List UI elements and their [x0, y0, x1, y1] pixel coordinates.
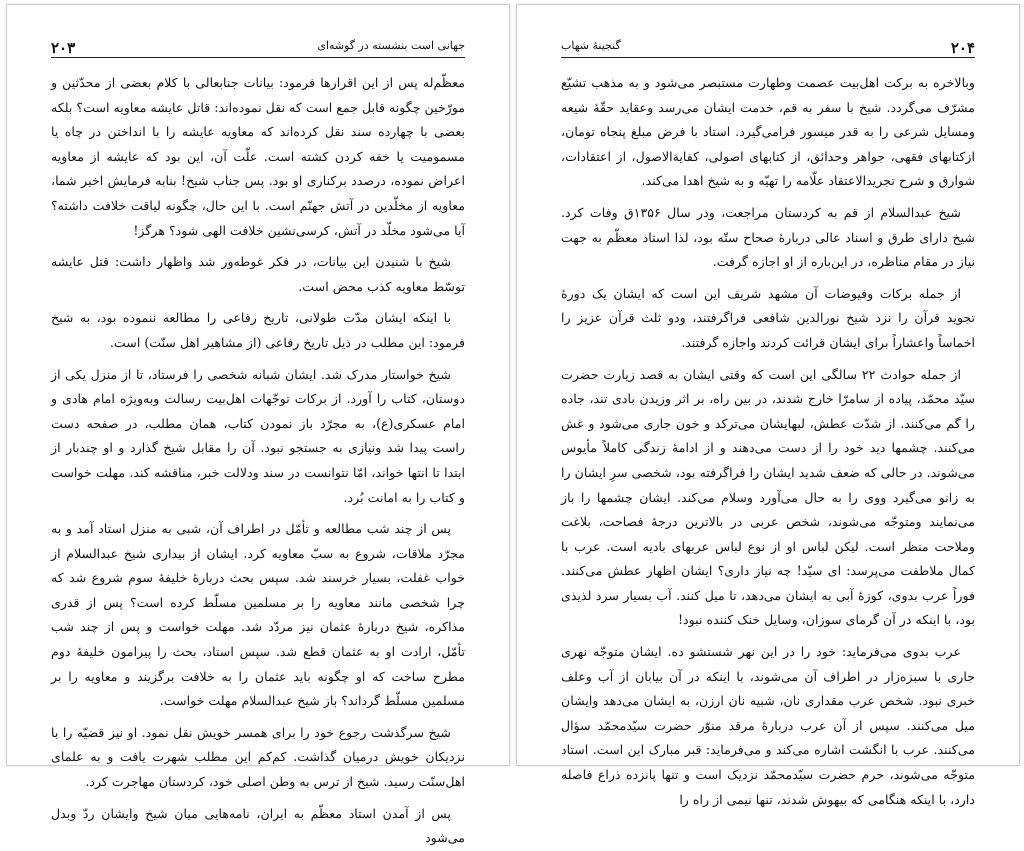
paragraph: شیخ با شنیدن این بیانات، در فکر غوطه‌ور شد واظهار داشت: قتل عایشه توسّط معاویه کذب محض است.: [51, 254, 465, 294]
paragraph: معظّم‌له پس از این اقرارها فرمود: بیانات جنابعالی با کلام بعضی از محدّثین و مورّخین چگونه قابل جمع است که نقل نموده‌اند: قاتل عایشه معاویه است؟ بلکه بعضی با چهارده سند نقل کرده‌اند که معاویه عایشه را با انداختن در چاه یا مسمومیت یا خفه کردن کشته است. علّت آن، این بود که عایشه از معاویه اعراض نموده، درصدد برکناری او بود. پس جناب شیخ! بنابه فرمایش اخیر شما، معاویه از مخلّدین در آتش جهنّم است. با این حال، چگونه لیاقت خلافت داشته؟ آیا می‌شود مخلّد در آتش، کرسی‌نشین خلافت الهی شود؟ هرگز!: [51, 75, 465, 238]
right-page-number: ۲۰۴: [950, 39, 975, 57]
right-page-body: [561, 71, 976, 807]
paragraph: با اینکه ایشان مدّت طولانی، تاریخ رفاعی را مطالعه ننموده بود، به شیخ فرمود: این مطلب در ذیل تاریخ رفاعی (از مشاهیر اهل سنّت) است.: [51, 310, 465, 350]
left-page-header: [51, 33, 465, 58]
paragraph: عرب بدوی می‌فرماید: خود را در این نهر شستشو ده. ایشان متوجّه نهری جاری با سبزه‌زار در اطراف آن می‌شوند، با اینکه در آن بیابان از آب وعلف خبری نبود. شخص عرب مقداری نان، شبیه نان ارزن، به ایشان می‌دهد وایشان میل می‌کنند. سپس از آن عرب دربارهٔ مرقد منوّر حضرت سیّدمحمّد سؤال می‌کنند. عرب با انگشت اشاره می‌کند و می‌فرماید: قبر مبارک این است. استاد متوجّه می‌شوند، حرم حضرت سیّدمحمّد نزدیک است و تنها پانزده ذراع فاصله دارد، با اینکه هنگامی که بیهوش شدند، تنها نیمی از راه را: [561, 644, 975, 807]
left-page: [6, 4, 510, 846]
paragraph: پس از آمدن استاد معظّم به ایران، نامه‌هایی میان شیخ وایشان ردّ وبدل می‌شود: [51, 805, 465, 846]
paragraph: شیخ سرگذشت رجوع خود را برای همسر خویش نقل نمود. او نیز قضیّه را با نزدیکان خویش درمیان گذاشت. کم‌کم این مطلب شهرت یافت و به علمای اهل‌سنّت رسید. شیخ از ترس به وطن اصلی خود، کردستان مهاجرت کرد.: [51, 724, 465, 790]
left-page-running-title: جهانی است بنشسته در گوشه‌ای: [317, 39, 465, 52]
paragraph: وبالاخره به برکت اهل‌بیت عصمت وطهارت مستبصر می‌شود و به مذهب تشیّع مشرّف می‌گردد. شیخ با سفر به قم، خدمت ایشان می‌رسد وعقاید حقّهٔ شیعه ومسایل شرعی را به قدر میسور فرامی‌گیرد. استاد با فرض مبلغ پنجاه تومان، ازکتابهای فقهی، جواهر وحدائق، از کتابهای اصولی، کفایةالاصول، از اعتقادات، شوارق و شرح تجریدالاعتقاد علّامه را تهیّه و به شیخ اهدا می‌کند.: [561, 75, 975, 189]
right-page-running-title: گنجینهٔ شهاب: [561, 39, 621, 52]
right-page-header: [561, 33, 975, 58]
left-page-number: ۲۰۳: [51, 39, 76, 57]
paragraph: شیخ خواستار مدرک شد. ایشان شبانه شخصی را فرستاد، تا از منزل یکی از دوستان، کتاب را آورد. از برکات توجّهات اهل‌بیت رسالت وبه‌ویژه امام هادی و امام عسکری(ع)، به مجرّد باز نمودن کتاب، همان مطلب، در صفحه دست راست پیدا شد ونیازی به جستجو نبود. آن را مقابل شیخ گذارد و او چندبار از ابتدا تا انتها خواند، امّا نتوانست در سند ودلالت خبر، مناقشه کند. مهلت خواست و کتاب را به امانت بُرد.: [51, 366, 465, 505]
right-page: [516, 4, 1020, 807]
left-page-body: [51, 71, 465, 846]
paragraph: پس از چند شب مطالعه و تأمّل در اطراف آن، شبی به منزل استاد آمد و به مجرّد ملاقات، شروع به سبّ معاویه کرد. ایشان از بیداری شیخ عبدالسلام از خواب غفلت، بسیار خرسند شد. سپس بحث دربارهٔ خلیفهٔ سوم شروع شد که چرا شخصی مانند معاویه را بر مسلمین مسلّط کرده است؟ پس از قدری مذاکره، شیخ دربارهٔ عثمان نیز مردّد شد. مهلت خواست و پس از چند شب تأمّل، ارادت او به عثمان قطع شد. سپس استاد، بحث را پیرامون خلیفهٔ دوم مطرح ساخت که او چگونه باید عثمان را به خلافت برگزیند و معاویه را بر مسلمین مسلّط گرداند؟ باز شیخ عبدالسلام مهلت خواست.: [51, 521, 465, 709]
paragraph: از جمله حوادث ۲۲ سالگی این است که وقتی ایشان به قصد زیارت حضرت سیّد محمّد، پیاده از سامرّا خارج شدند، در بین راه، بر اثر وزیدن بادی تند، جاده را گم می‌کنند. از شدّت عطش، لبهایشان می‌ترکد و خون جاری می‌شود و غش می‌کنند. چشمها دید خود را از دست می‌دهند و از ادامهٔ زندگی کاملاً مأیوس می‌شوند. در حالی که ضعف شدید ایشان را فراگرفته بود، شخصی سرِ ایشان را به زانو می‌گیرد ووی را به حال می‌آورد وسلام می‌کند. ایشان چشمها را باز می‌نمایند ومتوجّه می‌شوند، شخص عربی در بالاترین درجهٔ فصاحت، بلاغت وملاحت منظر است. لیکن لباس او از نوع لباس عربهای بادیه است. عرب با کمال ملاطفت می‌پرسد: ای سیّد! چه نیاز داری؟ ایشان اظهار عطش می‌کنند. فوراً عرب بدوی، کوزهٔ آبی به ایشان می‌دهد، تا میل کنند. آب بسیار سرد لذیذی بود، با اینکه در آن گرمای سوزان، وسایل خنک کننده نبود!: [561, 366, 976, 628]
paragraph: شیخ عبدالسلام از قم به کردستان مراجعت، ودر سال ۱۳۵۶ق وفات کرد. شیخ دارای طرق و اسناد عالی دربارهٔ صحاح ستّه بود، لذا استاد معظّم به جهت نیاز در مقام مناظره، در این‌باره از او اجازه گرفت.: [561, 204, 975, 270]
paragraph: از جمله برکات وفیوضات آن مشهد شریف این است که ایشان یک دورهٔ تجوید قرآن را نزد شیخ نورالدین شافعی فراگرفتند، ودو ثلث قرآن عزیز را اخماساً واعشاراً برای ایشان قرائت کردند واجازه گرفتند.: [561, 285, 975, 350]
